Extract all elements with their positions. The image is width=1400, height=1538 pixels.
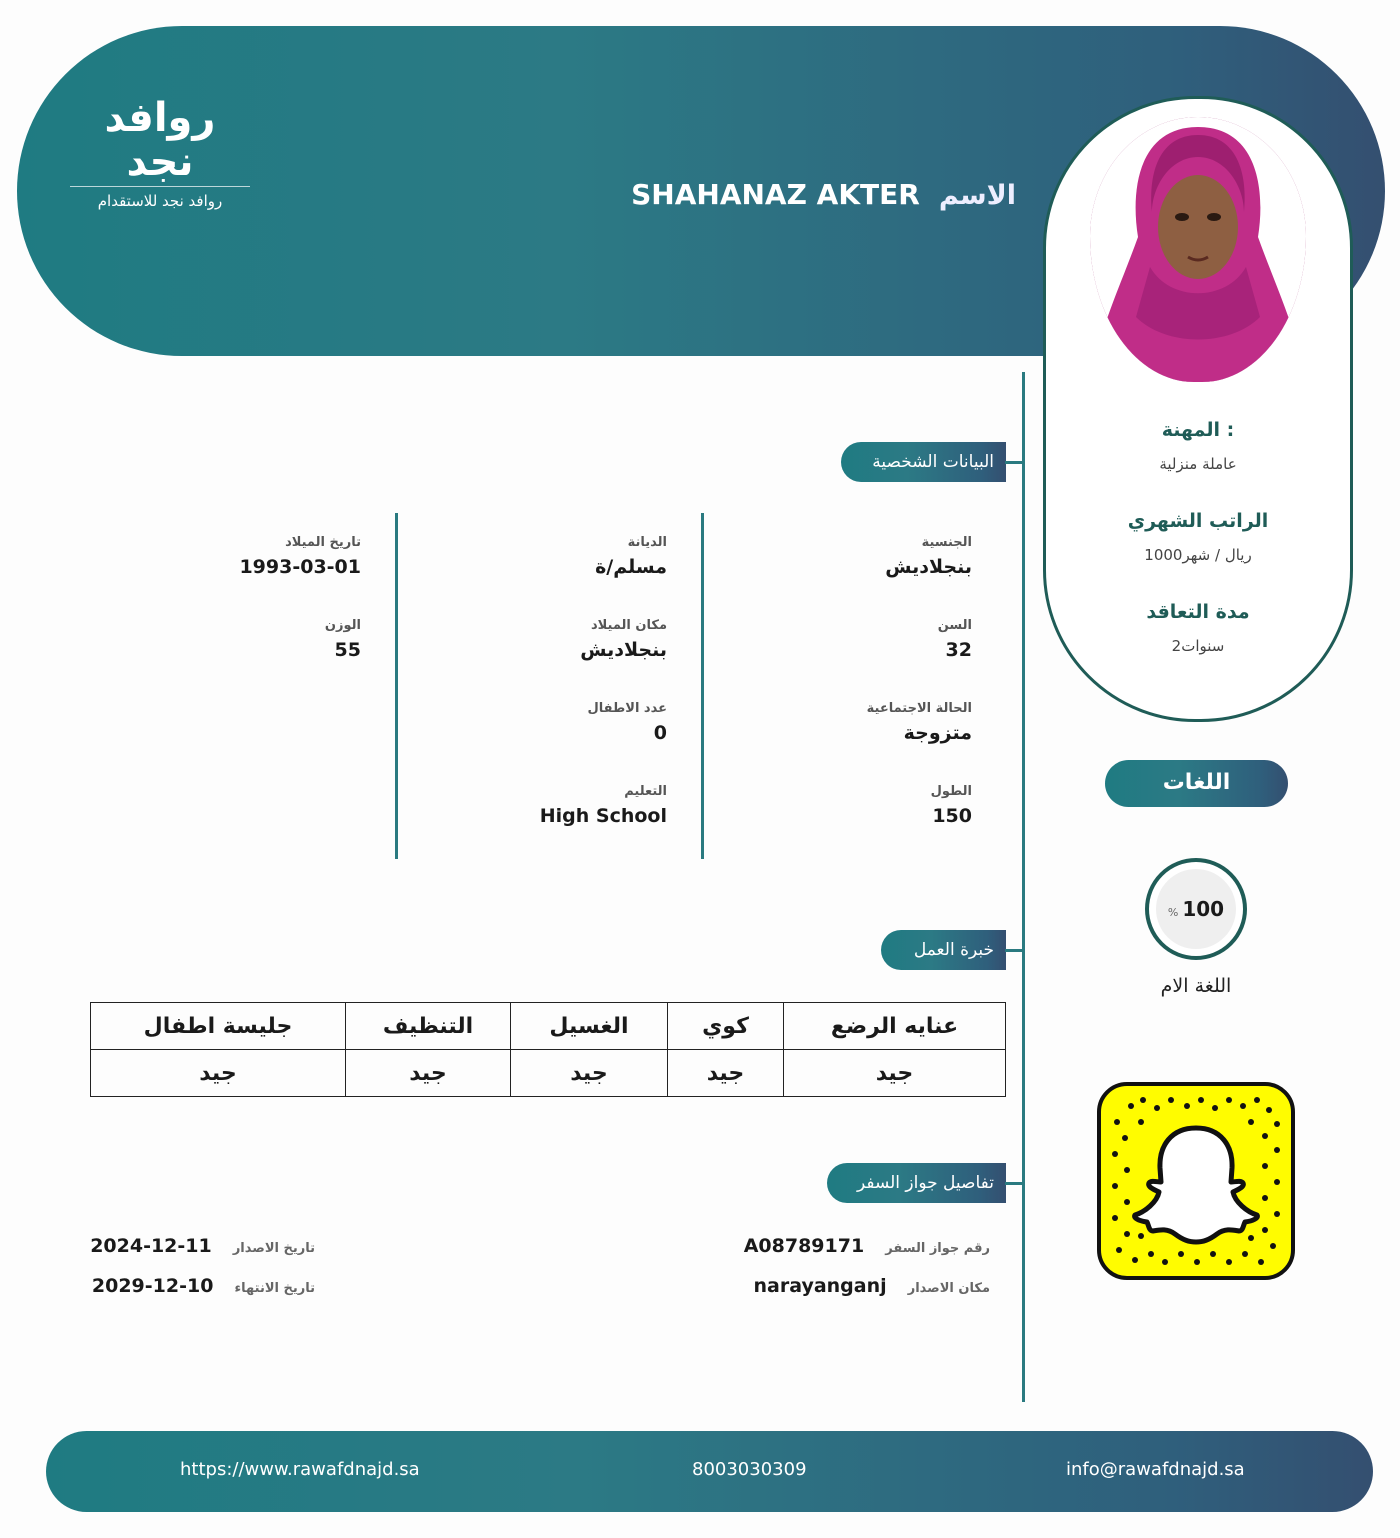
birthplace-value: بنجلاديش (580, 639, 667, 661)
nationality-value: بنجلاديش (885, 556, 972, 578)
birthdate-value: 1993-03-01 (239, 556, 361, 578)
column-separator (395, 513, 398, 859)
field-birthdate (101, 535, 361, 578)
snapchat-ghost-icon (1101, 1086, 1291, 1276)
level-cell: جيد (346, 1050, 511, 1097)
passport-issue-label: تاريخ الاصدار (232, 1241, 315, 1256)
section-tick (1005, 1182, 1023, 1185)
level-cell: جيد (784, 1050, 1006, 1097)
profession-label: المهنة : (1161, 419, 1235, 441)
height-label: الطول (930, 784, 972, 799)
logo-mark: روافد نجد (104, 95, 216, 185)
column-separator (701, 513, 704, 859)
weight-value: 55 (334, 639, 361, 661)
footer-bar (46, 1431, 1373, 1512)
salary-value: 1000ريال / شهر (1144, 546, 1252, 564)
height-value: 150 (932, 805, 972, 827)
phone-number[interactable]: 8003030309 (692, 1459, 807, 1480)
language-name: اللغة الام (1160, 975, 1232, 997)
passport-expiry-label: تاريخ الانتهاء (234, 1281, 315, 1296)
experience-section-title: خبرة العمل (881, 930, 1006, 970)
passport-place-row (753, 1275, 990, 1297)
marital-value: متزوجة (903, 722, 972, 744)
skills-header-row (91, 1003, 1006, 1050)
passport-expiry-value: 2029-12-10 (91, 1275, 214, 1297)
salary-label: الراتب الشهري (1127, 510, 1269, 532)
contract-label: مدة التعاقد (1146, 601, 1250, 623)
languages-title: اللغات (1105, 760, 1288, 807)
website-link[interactable]: https://www.rawafdnajd.sa (180, 1459, 420, 1480)
skill-cell: التنظيف (346, 1003, 511, 1050)
passport-place-label: مكان الاصدار (907, 1281, 990, 1296)
skill-cell: جليسة اطفال (91, 1003, 346, 1050)
worker-name: SHAHANAZ AKTER (631, 178, 920, 211)
field-marital (712, 701, 972, 744)
passport-expiry-row (92, 1275, 315, 1297)
field-children (407, 701, 667, 744)
passport-number-value: A08789171 (743, 1235, 865, 1257)
snapcode[interactable] (1097, 1082, 1295, 1280)
children-value: 0 (653, 722, 667, 744)
birthplace-label: مكان الميلاد (590, 618, 667, 633)
skills-table (90, 1002, 1006, 1097)
level-cell: جيد (511, 1050, 668, 1097)
skill-cell: عنايه الرضع (784, 1003, 1006, 1050)
name-label: الاسم (938, 180, 1016, 211)
birthdate-label: تاريخ الميلاد (285, 535, 361, 550)
religion-label: الديانة (627, 535, 667, 550)
language-percent: 100 (1182, 897, 1225, 921)
passport-section-title: تفاصيل جواز السفر (827, 1163, 1006, 1203)
portrait-illustration (1090, 117, 1306, 382)
passport-issue-value: 2024-12-11 (90, 1235, 212, 1257)
email-link[interactable]: info@rawafdnajd.sa (1066, 1459, 1245, 1480)
language-percent-ring (1145, 858, 1247, 960)
timeline-divider (1022, 372, 1025, 1402)
field-age (712, 618, 972, 661)
education-label: التعليم (624, 784, 667, 799)
company-logo (70, 96, 250, 211)
passport-number-label: رقم جواز السفر (885, 1241, 990, 1256)
education-value: High School (539, 805, 667, 827)
field-education (407, 784, 667, 827)
age-value: 32 (945, 639, 972, 661)
weight-label: الوزن (324, 618, 361, 633)
nationality-label: الجنسية (921, 535, 972, 550)
worker-photo (1090, 117, 1306, 382)
religion-value: مسلم/ة (595, 556, 667, 578)
profile-card (1043, 96, 1353, 722)
logo-subtitle: روافد نجد للاستقدام (70, 186, 250, 211)
level-cell: جيد (91, 1050, 346, 1097)
passport-number-row (744, 1235, 990, 1257)
field-birthplace (407, 618, 667, 661)
skill-cell: كوي (668, 1003, 784, 1050)
language-percent-inner (1156, 869, 1236, 949)
field-height (712, 784, 972, 827)
field-weight (101, 618, 361, 661)
passport-place-value: narayanganj (753, 1275, 887, 1297)
personal-section-title: البيانات الشخصية (841, 442, 1006, 482)
passport-issue-row (90, 1235, 315, 1257)
profession-value: عاملة منزلية (1159, 455, 1237, 473)
contract-value: 2سنوات (1171, 637, 1225, 655)
children-label: عدد الاطفال (587, 701, 667, 716)
skill-cell: الغسيل (511, 1003, 668, 1050)
percent-sign: % (1167, 906, 1179, 919)
level-cell: جيد (668, 1050, 784, 1097)
section-tick (1005, 461, 1023, 464)
marital-label: الحالة الاجتماعية (866, 701, 972, 716)
section-tick (1005, 949, 1023, 952)
name-row (560, 178, 1016, 211)
skills-level-row (91, 1050, 1006, 1097)
age-label: السن (937, 618, 972, 633)
field-nationality (712, 535, 972, 578)
field-religion (407, 535, 667, 578)
